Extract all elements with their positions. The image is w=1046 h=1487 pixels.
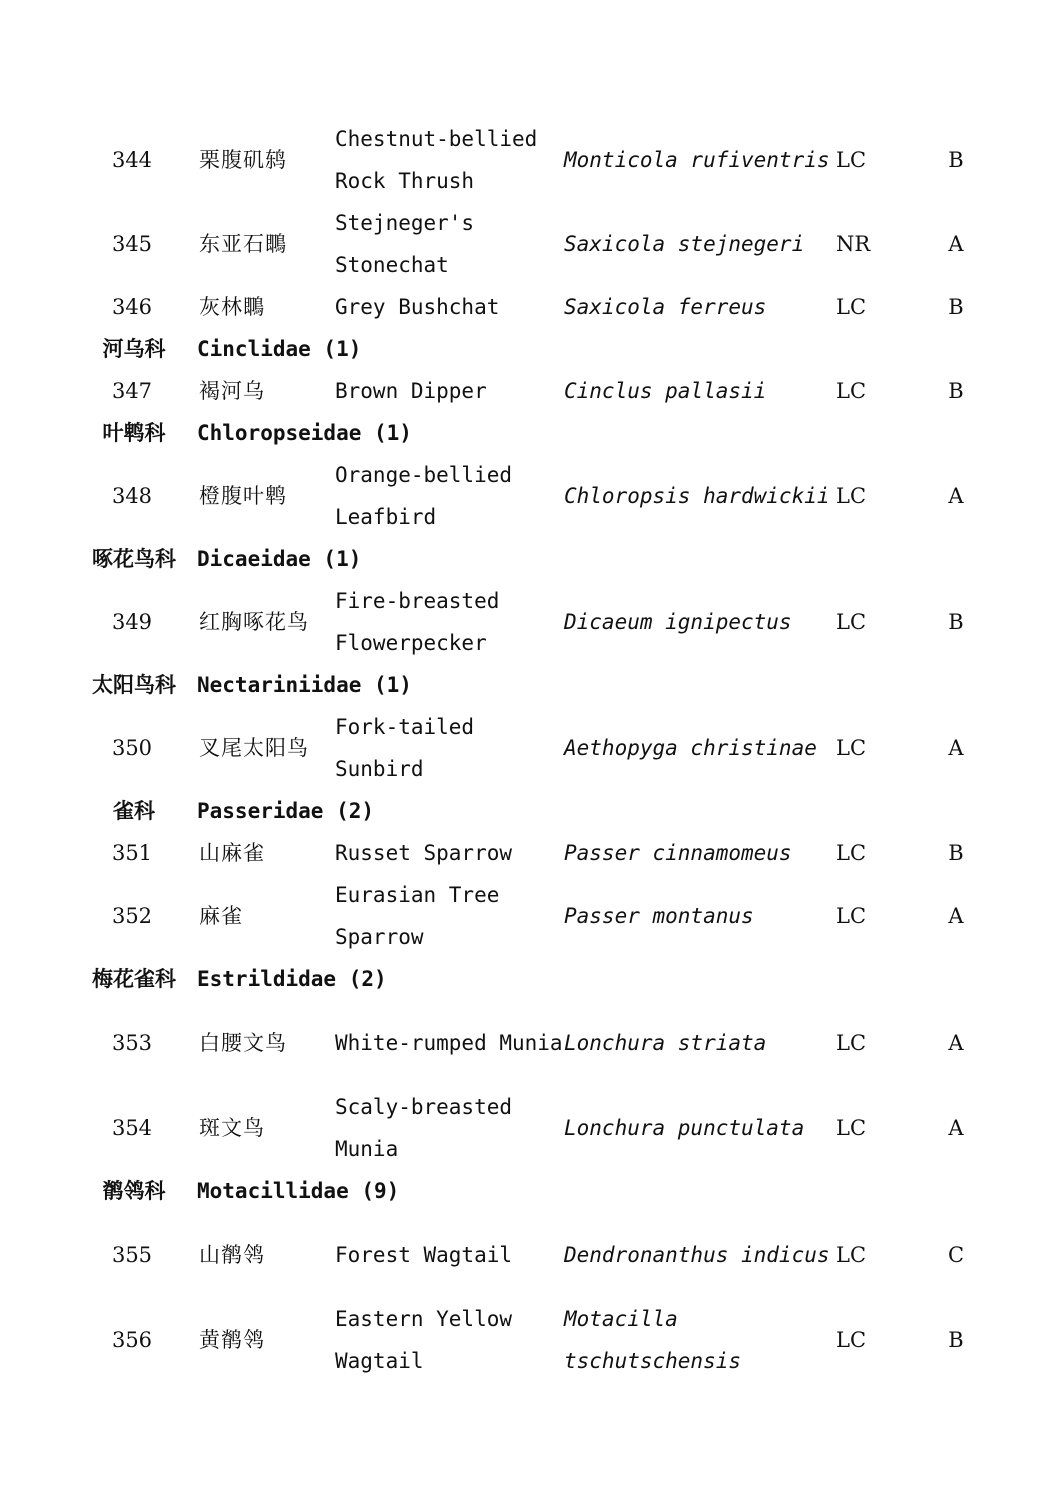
english-name-line: Chestnut-bellied xyxy=(335,127,538,151)
species-row-352 xyxy=(0,874,1046,958)
english-name-line: Leafbird xyxy=(335,505,437,529)
family-chinese-name: 啄花鸟科 xyxy=(92,547,176,571)
family-latin-name: Cinclidae (1) xyxy=(197,337,362,361)
english-name xyxy=(335,370,565,412)
scientific-name: Saxicola ferreus xyxy=(564,295,767,319)
scientific-name xyxy=(564,1298,834,1382)
species-number: 353 xyxy=(111,1031,153,1055)
species-row-346 xyxy=(0,286,1046,328)
grade: B xyxy=(948,379,964,403)
iucn-status: LC xyxy=(836,904,867,928)
species-number: 346 xyxy=(111,295,153,319)
english-name-line: Scaly-breasted xyxy=(335,1095,513,1119)
species-row-355 xyxy=(0,1212,1046,1298)
family-chinese-name: 叶鹎科 xyxy=(102,421,166,445)
iucn-status: NR xyxy=(836,232,871,256)
family-latin-name: Nectariniidae (1) xyxy=(197,673,412,697)
species-number: 348 xyxy=(111,484,153,508)
scientific-name-line: Motacilla xyxy=(564,1307,678,1331)
grade: A xyxy=(948,232,964,256)
english-name-line: Grey Bushchat xyxy=(335,295,500,319)
scientific-name: Aethopyga christinae xyxy=(564,736,817,760)
english-name xyxy=(335,454,565,538)
chinese-name: 红胸啄花鸟 xyxy=(199,610,309,634)
grade: A xyxy=(948,484,964,508)
iucn-status: LC xyxy=(836,736,867,760)
species-row-345 xyxy=(0,202,1046,286)
species-row-344 xyxy=(0,118,1046,202)
iucn-status: LC xyxy=(836,1116,867,1140)
species-number: 345 xyxy=(111,232,153,256)
chinese-name: 山麻雀 xyxy=(199,841,265,865)
scientific-name: Saxicola stejnegeri xyxy=(564,232,805,256)
species-row-351 xyxy=(0,832,1046,874)
species-number: 347 xyxy=(111,379,153,403)
chinese-name: 斑文鸟 xyxy=(199,1116,265,1140)
chinese-name: 褐河乌 xyxy=(199,379,265,403)
english-name-line: Orange-bellied xyxy=(335,463,513,487)
chinese-name: 山鹡鸰 xyxy=(199,1243,265,1267)
family-row-motacillidae xyxy=(0,1170,1046,1212)
english-name-line: Munia xyxy=(335,1137,399,1161)
iucn-status: LC xyxy=(836,295,867,319)
grade: B xyxy=(948,610,964,634)
family-chinese-name: 鹡鸰科 xyxy=(102,1179,166,1203)
family-row-nectariniidae xyxy=(0,664,1046,706)
english-name xyxy=(335,118,565,202)
grade: A xyxy=(948,736,964,760)
scientific-name: Chloropsis hardwickii xyxy=(564,484,830,508)
scientific-name: Cinclus pallasii xyxy=(564,379,767,403)
species-row-348 xyxy=(0,454,1046,538)
iucn-status: LC xyxy=(836,610,867,634)
english-name-line: Eurasian Tree xyxy=(335,883,500,907)
english-name-line: Eastern Yellow xyxy=(335,1307,513,1331)
english-name xyxy=(335,1086,565,1170)
grade: B xyxy=(948,841,964,865)
family-latin-name: Motacillidae (9) xyxy=(197,1179,400,1203)
species-number: 356 xyxy=(111,1328,153,1352)
grade: B xyxy=(948,148,964,172)
species-number: 344 xyxy=(111,148,153,172)
family-row-chloropseidae xyxy=(0,412,1046,454)
species-row-356 xyxy=(0,1298,1046,1382)
family-latin-name: Chloropseidae (1) xyxy=(197,421,412,445)
grade: C xyxy=(947,1243,965,1267)
species-row-350 xyxy=(0,706,1046,790)
species-row-347 xyxy=(0,370,1046,412)
iucn-status: LC xyxy=(836,379,867,403)
family-row-cinclidae xyxy=(0,328,1046,370)
grade: B xyxy=(948,1328,964,1352)
chinese-name: 橙腹叶鹎 xyxy=(199,484,287,508)
english-name xyxy=(335,286,565,328)
grade: A xyxy=(948,1031,964,1055)
english-name-line: Rock Thrush xyxy=(335,169,475,193)
scientific-name: Lonchura striata xyxy=(564,1031,767,1055)
english-name-line: Stejneger's xyxy=(335,211,475,235)
chinese-name: 叉尾太阳鸟 xyxy=(199,736,309,760)
family-latin-name: Dicaeidae (1) xyxy=(197,547,362,571)
english-name xyxy=(335,706,565,790)
chinese-name: 东亚石䳭 xyxy=(199,232,287,256)
family-chinese-name: 雀科 xyxy=(113,799,155,823)
english-name xyxy=(335,874,565,958)
species-number: 349 xyxy=(111,610,153,634)
chinese-name: 黄鹡鸰 xyxy=(199,1328,265,1352)
english-name-line: Fire-breasted xyxy=(335,589,500,613)
english-name xyxy=(335,832,565,874)
species-number: 351 xyxy=(111,841,153,865)
english-name-line: Sunbird xyxy=(335,757,424,781)
iucn-status: LC xyxy=(836,1031,867,1055)
grade: B xyxy=(948,295,964,319)
english-name xyxy=(335,1234,565,1276)
english-name xyxy=(335,202,565,286)
english-name xyxy=(335,1022,565,1064)
grade: A xyxy=(948,1116,964,1140)
scientific-name: Dicaeum ignipectus xyxy=(564,610,792,634)
english-name-line: Flowerpecker xyxy=(335,631,487,655)
chinese-name: 白腰文鸟 xyxy=(199,1031,287,1055)
grade: A xyxy=(948,904,964,928)
chinese-name: 麻雀 xyxy=(199,904,243,928)
species-number: 350 xyxy=(111,736,153,760)
scientific-name: Monticola rufiventris xyxy=(564,148,830,172)
iucn-status: LC xyxy=(836,1243,867,1267)
iucn-status: LC xyxy=(836,1328,867,1352)
english-name xyxy=(335,1298,565,1382)
english-name-line: Stonechat xyxy=(335,253,449,277)
iucn-status: LC xyxy=(836,148,867,172)
english-name xyxy=(335,580,565,664)
chinese-name: 灰林䳭 xyxy=(199,295,265,319)
family-chinese-name: 太阳鸟科 xyxy=(92,673,176,697)
iucn-status: LC xyxy=(836,841,867,865)
species-number: 352 xyxy=(111,904,153,928)
english-name-line: Wagtail xyxy=(335,1349,424,1373)
english-name-line: Brown Dipper xyxy=(335,379,487,403)
family-latin-name: Estrildidae (2) xyxy=(197,967,387,991)
species-number: 355 xyxy=(111,1243,153,1267)
english-name-line: Russet Sparrow xyxy=(335,841,513,865)
family-row-dicaeidae xyxy=(0,538,1046,580)
scientific-name: Dendronanthus indicus xyxy=(564,1243,830,1267)
scientific-name: Passer cinnamomeus xyxy=(564,841,792,865)
species-row-349 xyxy=(0,580,1046,664)
scientific-name-line: tschutschensis xyxy=(564,1349,742,1373)
english-name-line: Fork-tailed xyxy=(335,715,475,739)
family-chinese-name: 河乌科 xyxy=(102,337,166,361)
family-chinese-name: 梅花雀科 xyxy=(92,967,176,991)
species-table xyxy=(0,118,1046,1382)
english-name-line: Forest Wagtail xyxy=(335,1243,513,1267)
scientific-name: Passer montanus xyxy=(564,904,754,928)
english-name-line: White-rumped Munia xyxy=(335,1031,563,1055)
family-latin-name: Passeridae (2) xyxy=(197,799,375,823)
scientific-name: Lonchura punctulata xyxy=(564,1116,805,1140)
species-number: 354 xyxy=(111,1116,153,1140)
family-row-passeridae xyxy=(0,790,1046,832)
english-name-line: Sparrow xyxy=(335,925,424,949)
family-row-estrildidae xyxy=(0,958,1046,1000)
chinese-name: 栗腹矶鸫 xyxy=(199,148,287,172)
iucn-status: LC xyxy=(836,484,867,508)
species-row-353 xyxy=(0,1000,1046,1086)
species-row-354 xyxy=(0,1086,1046,1170)
